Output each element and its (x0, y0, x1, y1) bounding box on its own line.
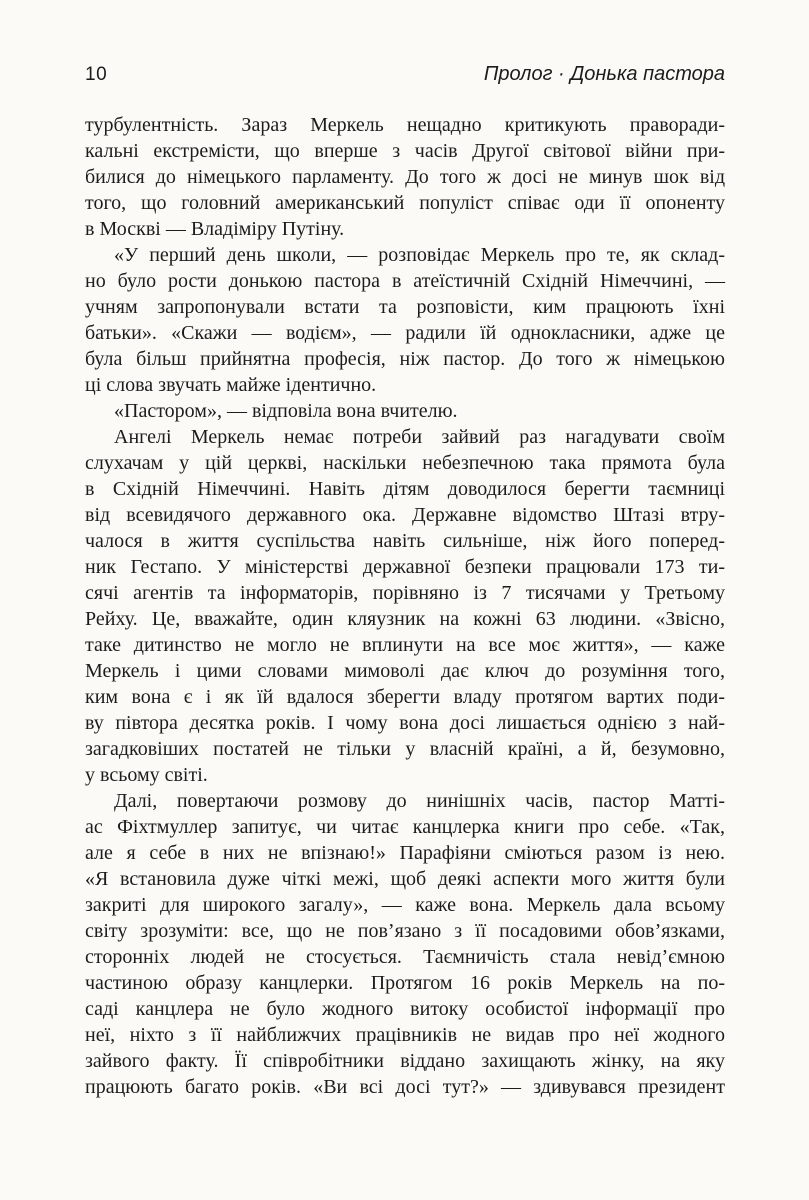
text-line: зайвого факту. Її співробітники віддано захищають жінку, на яку (85, 1050, 725, 1072)
text-line: кальні екстремісти, що вперше з часів Другої світової війни при- (85, 140, 725, 162)
text-line: закриті для широкого загалу», — каже вона. Меркель дала всьому (85, 894, 725, 916)
paragraph (85, 112, 725, 242)
text-line: ник Гестапо. У міністерстві державної безпеки працювали 173 ти- (85, 556, 725, 578)
paragraph (85, 242, 725, 398)
page-header (85, 64, 725, 85)
text-line: ву півтора десятка років. І чому вона досі лишається однією з най- (85, 712, 725, 734)
text-line: батьки». «Скажи — водієм», — радили їй однокласники, адже це (85, 322, 725, 344)
text-line: Ангелі Меркель немає потреби зайвий раз нагадувати своїм (114, 426, 725, 448)
paragraph (85, 398, 725, 424)
text-line: учням запропонували встати та розповісти, ким працюють їхні (85, 296, 725, 318)
text-line: ким вона є і як їй вдалося зберегти владу протягом вартих поди- (85, 686, 725, 708)
text-line: ас Фіхтмуллер запитує, чи читає канцлерка книги про себе. «Так, (85, 816, 725, 838)
text-line: слухачам у цій церкві, наскільки небезпечною така прямота була (85, 452, 725, 474)
text-line: «Пастором», — відповіла вона вчителю. (114, 400, 458, 422)
text-line: турбулентність. Зараз Меркель нещадно критикують праворади- (85, 114, 725, 136)
text-line: у всьому світі. (85, 764, 208, 786)
text-line: була більш прийнятна професія, ніж пастор. До того ж німецькою (85, 348, 725, 370)
text-line: загадковіших постатей не тільки у власній країні, а й, безумовно, (85, 738, 725, 760)
text-line: неї, ніхто з її найближчих працівників не видав про неї жодного (85, 1024, 725, 1046)
text-line: світу зрозуміти: все, що не пов’язано з її посадовими обов’язками, (85, 920, 725, 942)
page-number: 10 (85, 64, 108, 85)
text-line: в Східній Німеччині. Навіть дітям доводилося берегти таємниці (85, 478, 725, 500)
text-line: Далі, повертаючи розмову до нинішніх часів, пастор Матті- (114, 790, 725, 812)
text-line: но було рости донькою пастора в атеїстичній Східній Німеччині, — (85, 270, 725, 292)
paragraph (85, 424, 725, 788)
text-line: працюють багато років. «Ви всі досі тут?» — здивувався президент (85, 1076, 725, 1098)
text-line: але я себе в них не впізнаю!» Парафіяни сміються разом із нею. (85, 842, 725, 864)
text-line: сячі агентів та інформаторів, порівняно із 7 тисячами у Третьому (85, 582, 725, 604)
running-head: Пролог · Донька пастора (483, 63, 725, 85)
text-line: саді канцлера не було жодного витоку особистої інформації про (85, 998, 725, 1020)
text-line: Меркель і цими словами мимоволі дає ключ до розуміння того, (85, 660, 725, 682)
text-line: в Москві — Владіміру Путіну. (85, 218, 345, 240)
text-line: того, що головний американський популіст співає оди її опоненту (85, 192, 725, 214)
page-body (85, 112, 725, 1100)
text-line: від всевидячого державного ока. Державне відомство Штазі втру- (85, 504, 725, 526)
text-line: «У перший день школи, — розповідає Меркель про те, як склад- (114, 244, 725, 266)
text-line: частиною образу канцлерки. Протягом 16 років Меркель на по- (85, 972, 725, 994)
text-line: ці слова звучать майже ідентично. (85, 374, 377, 396)
text-line: чалося в життя суспільства навіть сильніше, ніж його поперед- (85, 530, 725, 552)
text-line: таке дитинство не могло не вплинути на все моє життя», — каже (85, 634, 725, 656)
text-line: сторонніх людей не стосується. Таємничість стала невід’ємною (85, 946, 725, 968)
text-line: Рейху. Це, вважайте, один кляузник на кожні 63 людини. «Звісно, (85, 608, 725, 630)
paragraph (85, 788, 725, 1100)
text-line: билися до німецького парламенту. До того ж досі не минув шок від (85, 166, 725, 188)
text-line: «Я встановила дуже чіткі межі, щоб деякі аспекти мого життя були (85, 868, 725, 890)
